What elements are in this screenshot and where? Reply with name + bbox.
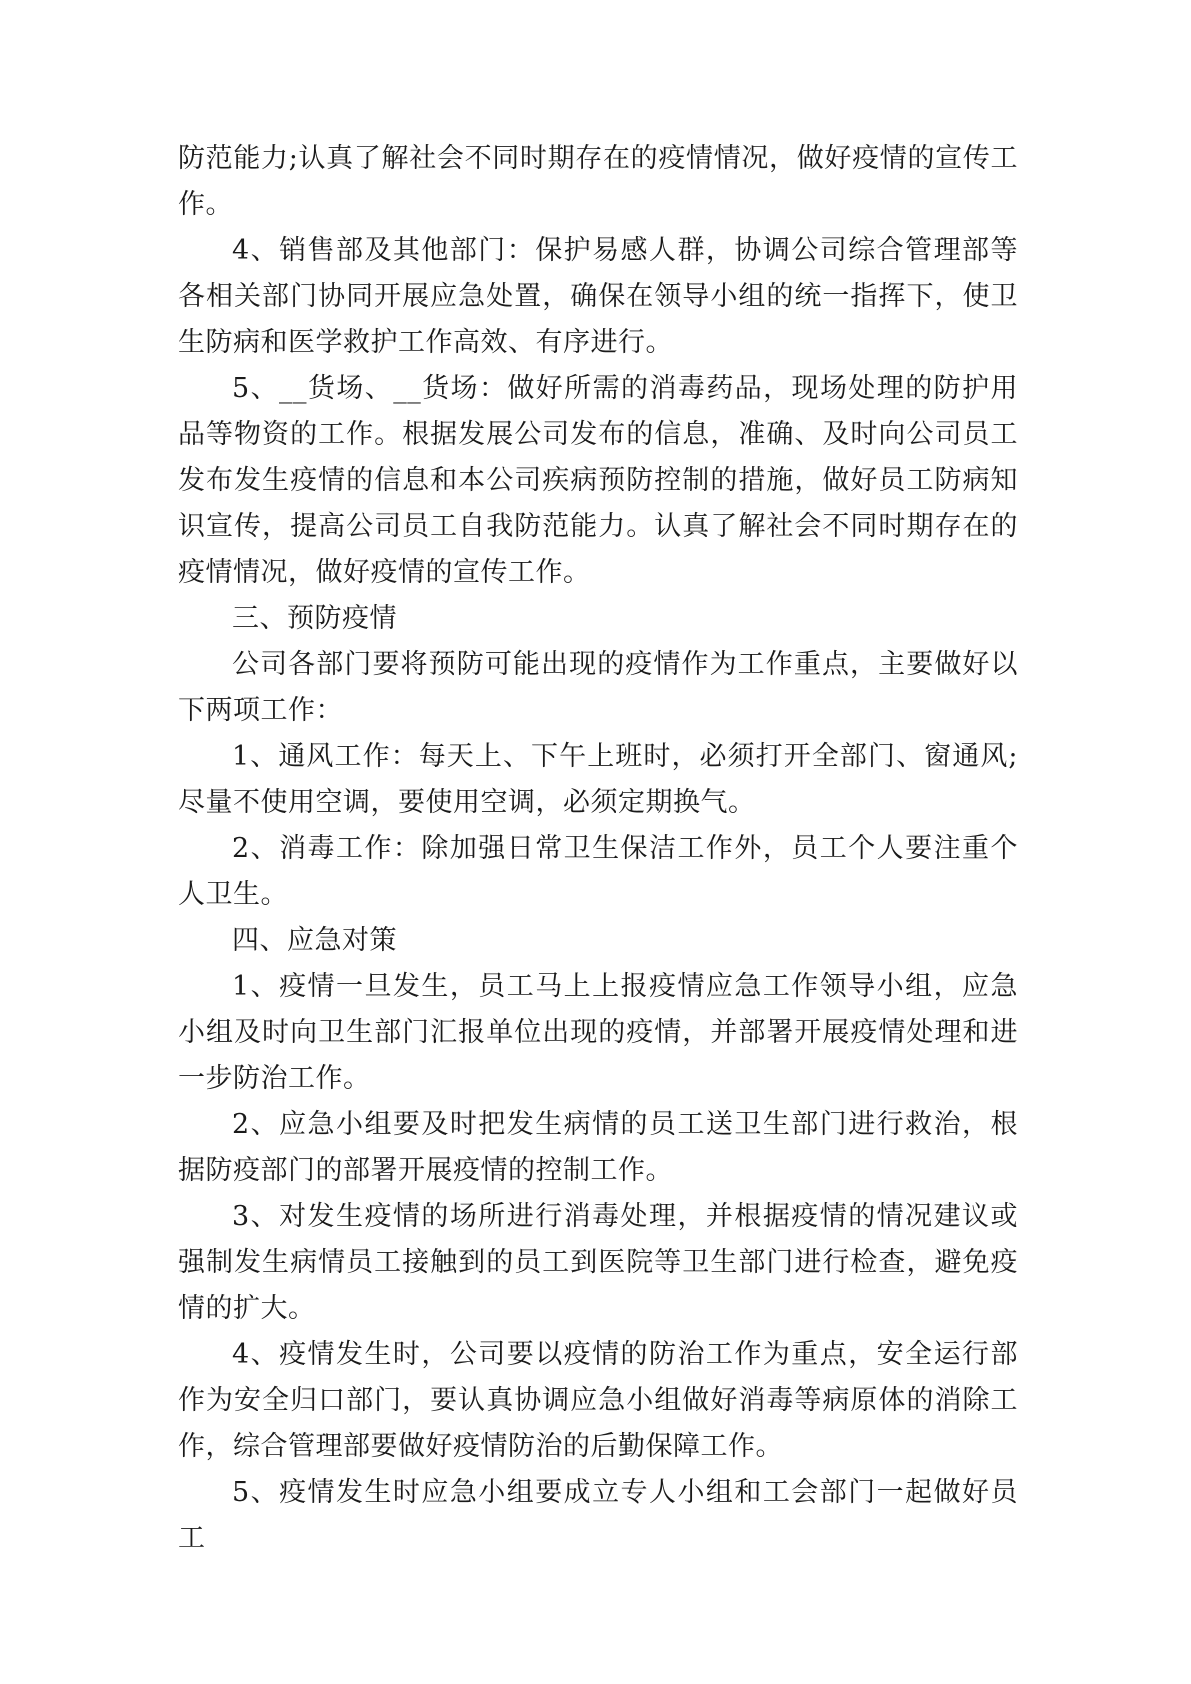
document-body <box>178 136 1018 1562</box>
paragraph-cargo-yards: 5、__货场、__货场：做好所需的消毒药品，现场处理的防护用品等物资的工作。根据发展公司发布的信息，准确、及时向公司员工发布发生疫情的信息和本公司疾病预防控制的措施，做好员工防病知识宣传，提高公司员工自我防范能力。认真了解社会不同时期存在的疫情情况，做好疫情的宣传工作。 <box>178 373 1018 588</box>
section-heading-prevention: 三、预防疫情 <box>232 603 397 634</box>
paragraph-emergency-1: 1、疫情一旦发生，员工马上上报疫情应急工作领导小组，应急小组及时向卫生部门汇报单位出现的疫情，并部署开展疫情处理和进一步防治工作。 <box>178 971 1018 1094</box>
section-heading-emergency: 四、应急对策 <box>232 925 397 956</box>
paragraph-disinfection: 2、消毒工作：除加强日常卫生保洁工作外，员工个人要注重个人卫生。 <box>178 833 1018 910</box>
paragraph-ventilation: 1、通风工作：每天上、下午上班时，必须打开全部门、窗通风;尽量不使用空调，要使用空调，必须定期换气。 <box>178 741 1018 818</box>
paragraph-emergency-5: 5、疫情发生时应急小组要成立专人小组和工会部门一起做好员工 <box>178 1477 1018 1554</box>
paragraph-emergency-4: 4、疫情发生时，公司要以疫情的防治工作为重点，安全运行部作为安全归口部门，要认真协调应急小组做好消毒等病原体的消除工作，综合管理部要做好疫情防治的后勤保障工作。 <box>178 1339 1018 1462</box>
paragraph-continuation: 防范能力;认真了解社会不同时期存在的疫情情况，做好疫情的宣传工作。 <box>178 143 1018 220</box>
paragraph-sales-department: 4、销售部及其他部门：保护易感人群，协调公司综合管理部等各相关部门协同开展应急处置，确保在领导小组的统一指挥下，使卫生防病和医学救护工作高效、有序进行。 <box>178 235 1018 358</box>
paragraph-emergency-3: 3、对发生疫情的场所进行消毒处理，并根据疫情的情况建议或强制发生病情员工接触到的员工到医院等卫生部门进行检查，避免疫情的扩大。 <box>178 1201 1018 1324</box>
paragraph-prevention-intro: 公司各部门要将预防可能出现的疫情作为工作重点，主要做好以下两项工作： <box>178 649 1018 726</box>
paragraph-emergency-2: 2、应急小组要及时把发生病情的员工送卫生部门进行救治，根据防疫部门的部署开展疫情的控制工作。 <box>178 1109 1018 1186</box>
